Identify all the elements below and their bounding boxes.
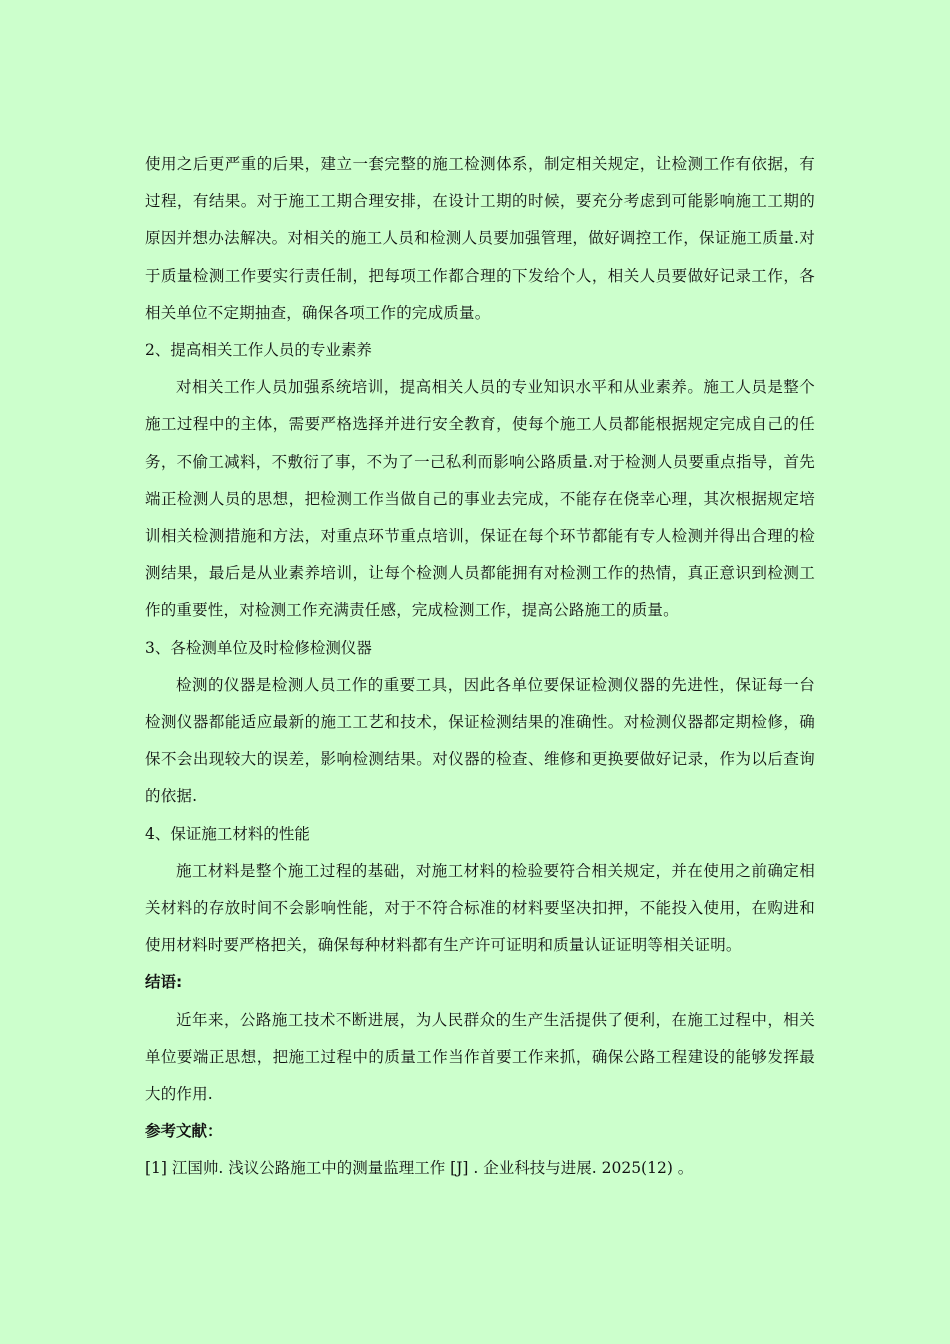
reference-item: [1] 江国帅. 浅议公路施工中的测量监理工作 [J] . 企业科技与进展. 2025(12) 。 (145, 1159, 694, 1178)
conclusion-heading: 结语: (145, 973, 183, 992)
section-heading-2: 2、提高相关工作人员的专业素养 (145, 341, 372, 360)
references-heading: 参考文献： (145, 1122, 223, 1141)
section-heading-4: 4、保证施工材料的性能 (145, 824, 310, 843)
document-body (145, 146, 815, 1188)
paragraph-intro: 使用之后更严重的后果，建立一套完整的施工检测体系，制定相关规定，让检测工作有依据，有过程，有结果。对于施工工期合理安排，在设计工期的时候，要充分考虑到可能影响施工工期的原因并想办法解决。对相关的施工人员和检测人员要加强管理，做好调控工作，保证施工质量.对于质量检测工作要实行责任制，把每项工作都合理的下发给个人，相关人员要做好记录工作，各相关单位不定期抽查，确保各项工作的完成质量。 (145, 155, 815, 322)
conclusion-paragraph: 近年来，公路施工技术不断进展，为人民群众的生产生活提供了便利，在施工过程中，相关单位要端正思想，把施工过程中的质量工作当作首要工作来抓，确保公路工程建设的能够发挥最大的作用. (145, 1010, 815, 1104)
paragraph-section-4: 施工材料是整个施工过程的基础，对施工材料的检验要符合相关规定，并在使用之前确定相关材料的存放时间不会影响性能，对于不符合标准的材料要坚决扣押，不能投入使用，在购进和使用材料时要严格把关，确保每种材料都有生产许可证明和质量认证证明等相关证明。 (145, 861, 815, 955)
paragraph-section-3: 检测的仪器是检测人员工作的重要工具，因此各单位要保证检测仪器的先进性，保证每一台检测仪器都能适应最新的施工工艺和技术，保证检测结果的准确性。对检测仪器都定期检修，确保不会出现较大的误差，影响检测结果。对仪器的检查、维修和更换要做好记录，作为以后查询的依据. (145, 675, 815, 806)
paragraph-section-2: 对相关工作人员加强系统培训，提高相关人员的专业知识水平和从业素养。施工人员是整个施工过程中的主体，需要严格选择并进行安全教育，使每个施工人员都能根据规定完成自己的任务，不偷工减料，不敷衍了事，不为了一己私利而影响公路质量.对于检测人员要重点指导，首先端正检测人员的思想，把检测工作当做自己的事业去完成，不能存在侥幸心理，其次根据规定培训相关检测措施和方法，对重点环节重点培训，保证在每个环节都能有专人检测并得出合理的检测结果，最后是从业素养培训，让每个检测人员都能拥有对检测工作的热情，真正意识到检测工作的重要性，对检测工作充满责任感，完成检测工作，提高公路施工的质量。 (145, 378, 815, 620)
section-heading-3: 3、各检测单位及时检修检测仪器 (145, 638, 372, 657)
